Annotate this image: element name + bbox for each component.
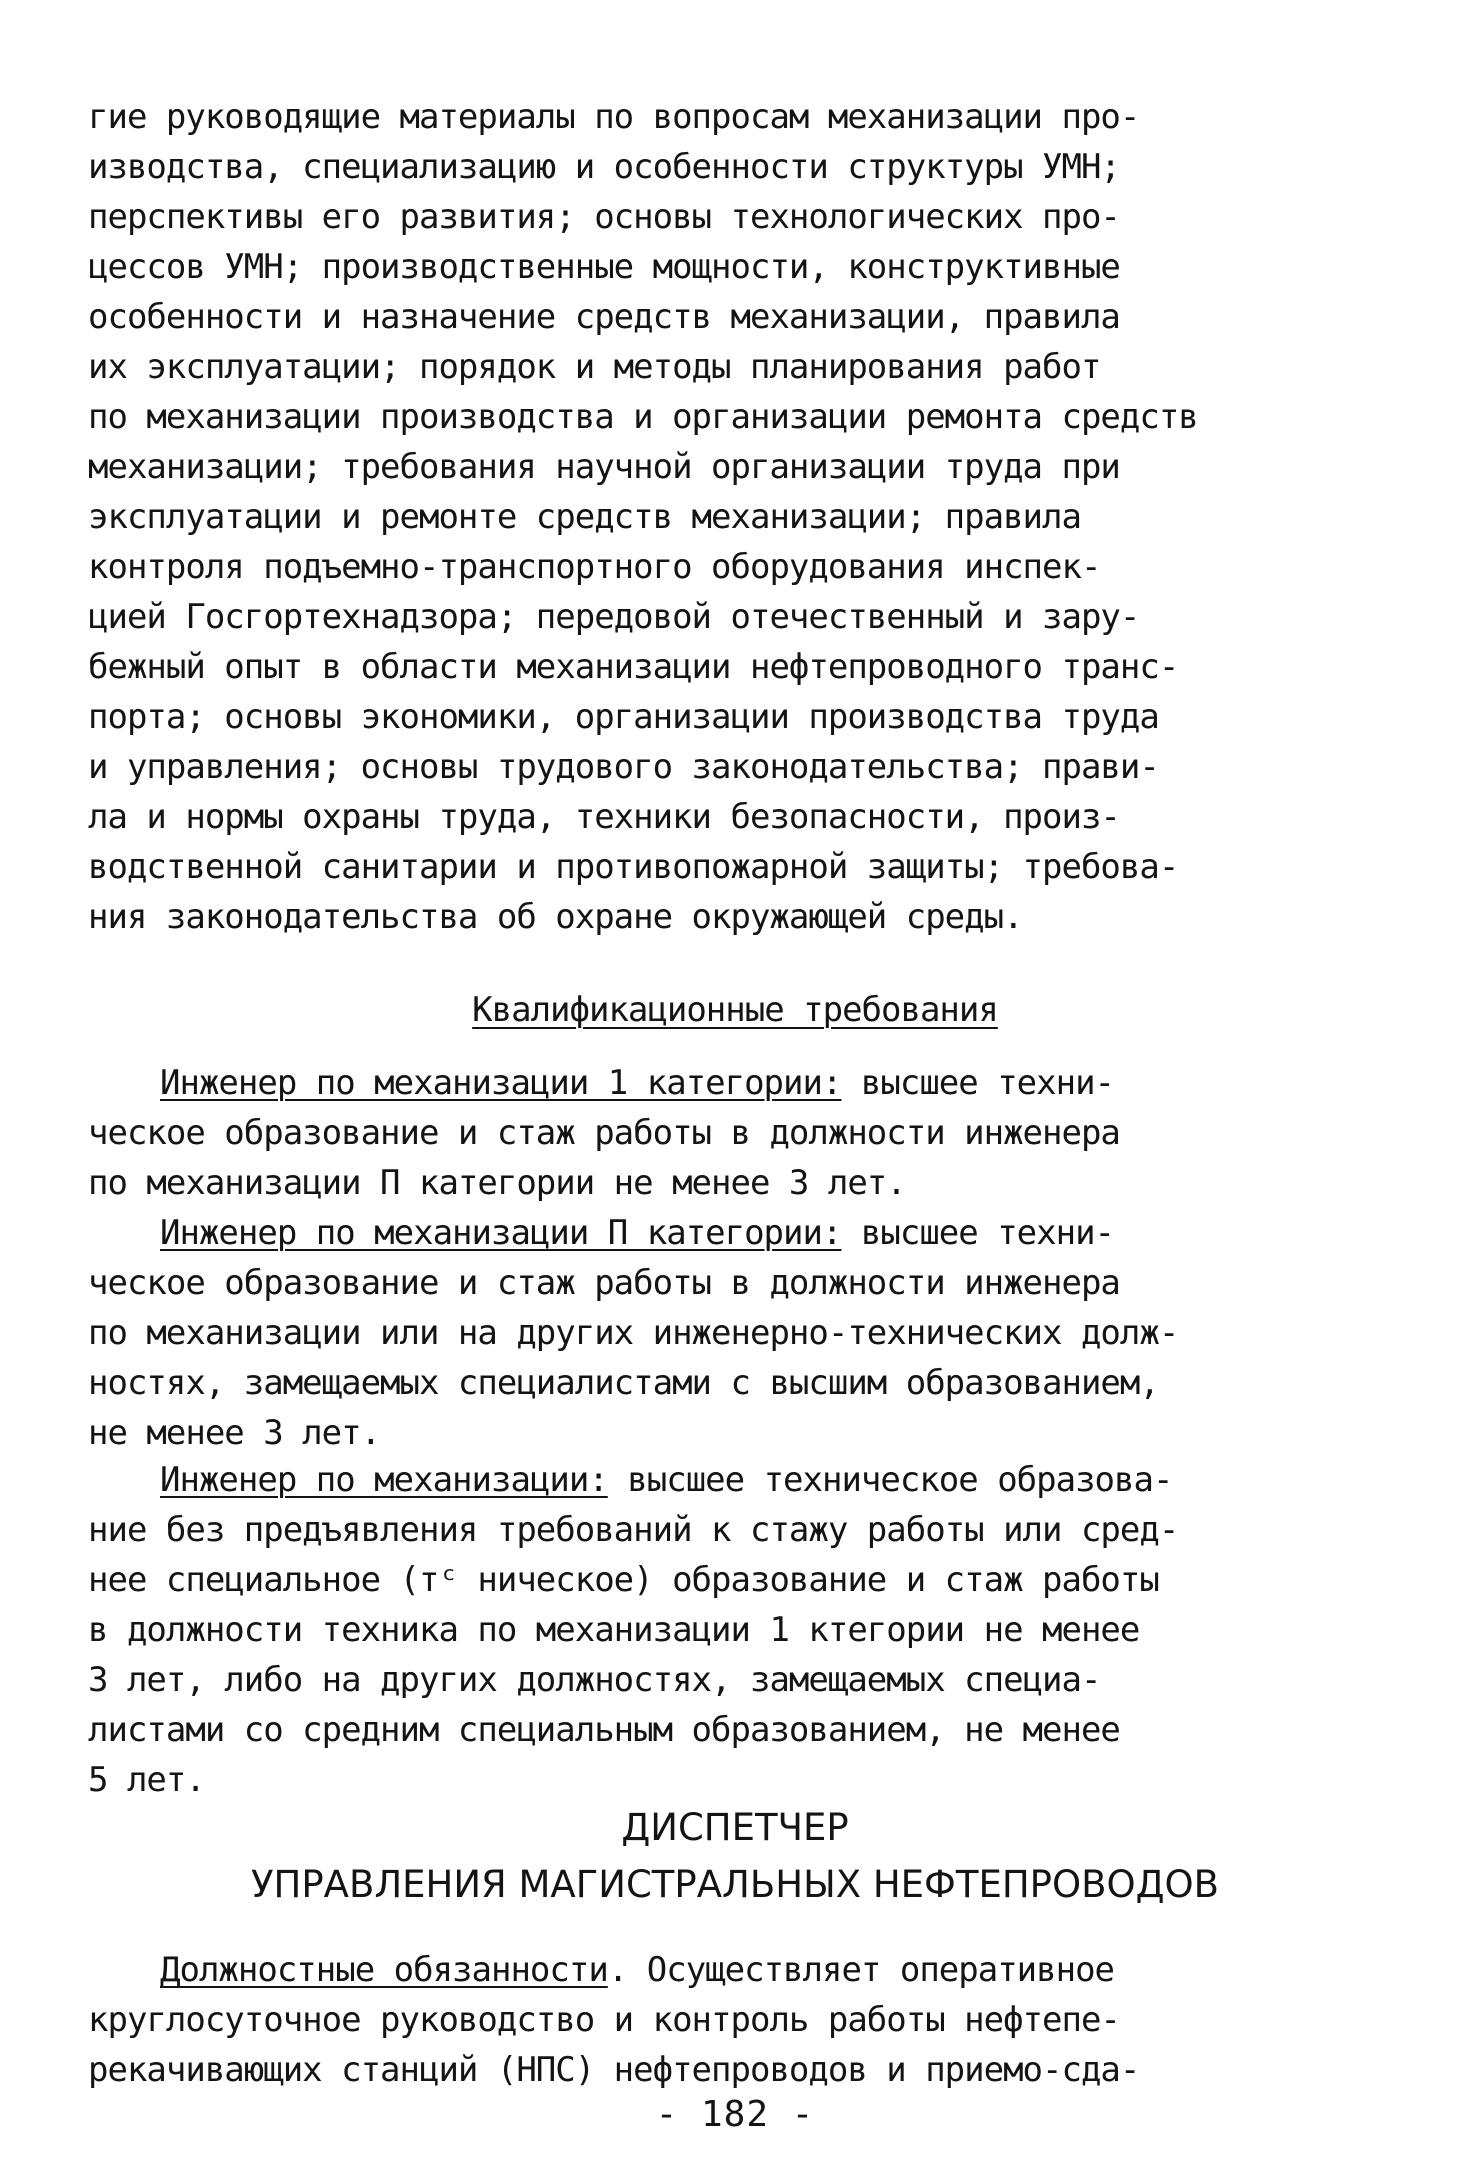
paragraph-line: цессов УМН; производственные мощности, конструктивные [88, 247, 1120, 287]
paragraph-line: особенности и назначение средств механизации, правила [88, 297, 1120, 337]
paragraph-line: и управления; основы трудового законодательства; прави- [88, 747, 1159, 787]
qualification-first-line [88, 1455, 1398, 1505]
paragraph-line: ния законодательства об охране окружающей среды. [88, 897, 1023, 937]
qualification-first-line [88, 1058, 1398, 1108]
paragraph-line: бежный опыт в области механизации нефтепроводного транс- [88, 647, 1179, 687]
qualification-line: не менее 3 лет. [88, 1413, 381, 1453]
paragraph-line: водственной санитарии и противопожарной защиты; требова- [88, 847, 1179, 887]
top-paragraph [88, 92, 1398, 942]
qualification-line: 5 лет. [88, 1760, 205, 1800]
qualification-term: Инженер по механизации П категории: [160, 1213, 842, 1253]
qualification-term: Инженер по механизации: [160, 1460, 608, 1500]
paragraph-line: их эксплуатации; порядок и методы планирования работ [88, 347, 1101, 387]
duties-first-line [88, 1945, 1398, 1995]
qualification-first-line [88, 1208, 1398, 1258]
qualification-line: листами со средним специальным образованием, не менее [88, 1710, 1120, 1750]
section-title-line1: ДИСПЕТЧЕР [621, 1806, 849, 1849]
qualification-line: ностях, замещаемых специалистами с высшим образованием, [88, 1363, 1159, 1403]
qualification-text: высшее техни- [841, 1213, 1115, 1253]
paragraph-line: цией Госгортехнадзора; передовой отечественный и зару- [88, 597, 1140, 637]
qualification-text: высшее техни- [841, 1063, 1115, 1103]
qualifications-heading-text: Квалификационные требования [472, 990, 998, 1030]
qualification-line: ние без предъявления требований к стажу работы или сред- [88, 1510, 1179, 1550]
qualification-term: Инженер по механизации 1 категории: [160, 1063, 842, 1103]
duties-text: . Осуществляет оперативное [607, 1950, 1115, 1990]
qualifications-heading [0, 985, 1470, 1035]
qualification-line: нее специальное (тᶜ ническое) образование и стаж работы [88, 1560, 1159, 1600]
qualification-cat2 [88, 1208, 1398, 1458]
paragraph-line: по механизации производства и организации ремонта средств [88, 397, 1198, 437]
qualification-line: в должности техника по механизации 1 ктегории не менее [88, 1610, 1140, 1650]
paragraph-line: ла и нормы охраны труда, техники безопасности, произ- [88, 797, 1120, 837]
duties-line: рекачивающих станций (НПС) нефтепроводов и приемо-сда- [88, 2050, 1140, 2090]
duties-line: круглосуточное руководство и контроль работы нефтепе- [88, 2000, 1120, 2040]
qualification-line: по механизации или на других инженерно-технических долж- [88, 1313, 1179, 1353]
paragraph-line: порта; основы экономики, организации производства труда [88, 697, 1159, 737]
qualification-line: по механизации П категории не менее 3 лет. [88, 1163, 906, 1203]
paragraph-line: гие руководящие материалы по вопросам механизации про- [88, 97, 1140, 137]
qualification-cat1 [88, 1058, 1398, 1208]
qualification-line: ческое образование и стаж работы в должности инженера [88, 1113, 1120, 1153]
paragraph-line: перспективы его развития; основы технологических про- [88, 197, 1120, 237]
qualification-base [88, 1455, 1398, 1805]
paragraph-line: изводства, специализацию и особенности структуры УМН; [88, 147, 1120, 187]
duties-paragraph [88, 1945, 1398, 2095]
page-number: - 182 - [655, 2094, 815, 2135]
paragraph-line: механизации; требования научной организации труда при [88, 447, 1120, 487]
section-title-line2: УПРАВЛЕНИЯ МАГИСТРАЛЬНЫХ НЕФТЕПРОВОДОВ [250, 1863, 1220, 1906]
qualification-line: 3 лет, либо на других должностях, замещаемых специа- [88, 1660, 1101, 1700]
paragraph-line: эксплуатации и ремонте средств механизации; правила [88, 497, 1081, 537]
duties-term: Должностные обязанности [160, 1950, 608, 1990]
paragraph-line: контроля подъемно-транспортного оборудования инспек- [88, 547, 1101, 587]
qualification-text: высшее техническое образова- [607, 1460, 1173, 1500]
qualification-line: ческое образование и стаж работы в должности инженера [88, 1263, 1120, 1303]
